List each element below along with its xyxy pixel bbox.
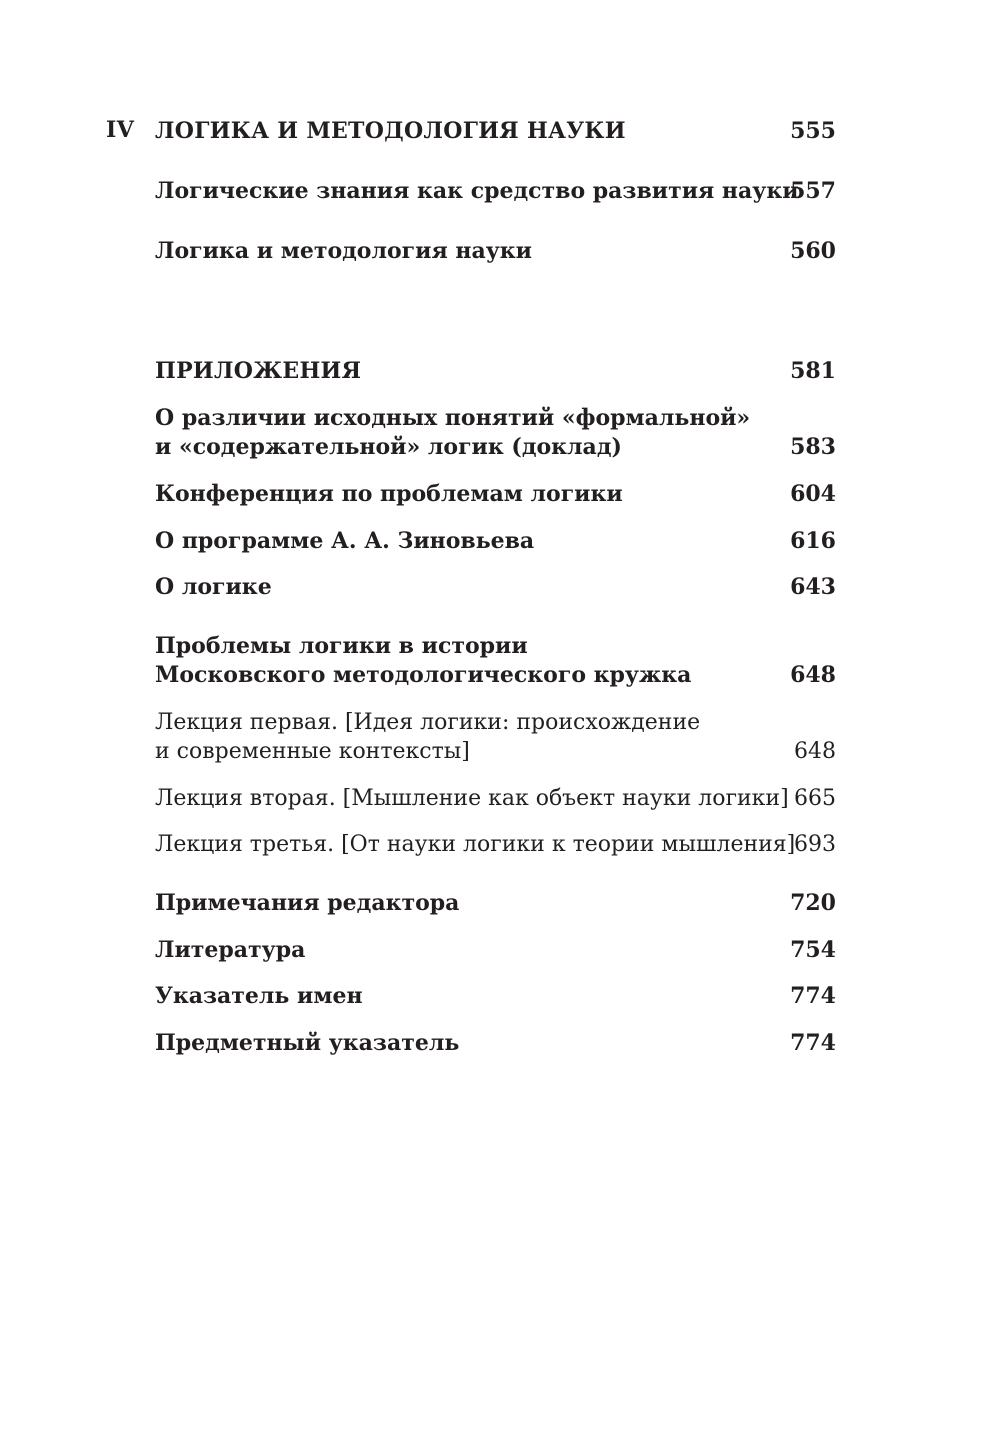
- toc-entry-section-iv[interactable]: [155, 117, 836, 146]
- entry-title: [155, 527, 755, 556]
- entry-title-line: О различии исходных понятий «формальной»: [155, 405, 751, 431]
- section-title: [155, 117, 755, 146]
- page-number: 560: [790, 238, 836, 264]
- entry-title-line: Лекция вторая. [Мышление как объект науки логики]: [155, 786, 789, 811]
- page-number: 774: [790, 983, 836, 1009]
- entry-title: [155, 573, 755, 602]
- page-number: 604: [790, 481, 836, 507]
- toc-entry-lecture[interactable]: [155, 708, 836, 766]
- entry-title-line: Московского методологического кружка: [155, 662, 692, 688]
- entry-title-line: Логические знания как средство развития науки: [155, 178, 799, 204]
- entry-title-line: Примечания редактора: [155, 890, 460, 916]
- entry-title-line: Логика и методология науки: [155, 238, 532, 264]
- section-title: [155, 357, 755, 386]
- page-number: 583: [790, 434, 836, 460]
- toc-entry[interactable]: [155, 889, 836, 918]
- toc-entry-appendix[interactable]: [155, 357, 836, 386]
- page-number: 754: [790, 937, 836, 963]
- toc-entry-lecture[interactable]: [155, 830, 836, 859]
- toc-entry[interactable]: [155, 480, 836, 509]
- entry-title-line: и современные контексты]: [155, 739, 470, 764]
- entry-title: [155, 632, 755, 690]
- section-number: IV: [106, 117, 135, 143]
- page-number: 648: [790, 662, 836, 688]
- entry-title: [155, 237, 755, 266]
- entry-title: [155, 404, 755, 462]
- entry-title-line: Лекция третья. [От науки логики к теории мышления]: [155, 832, 796, 857]
- entry-title-line: Литература: [155, 937, 306, 963]
- entry-title-line: Предметный указатель: [155, 1030, 460, 1056]
- page-number: 555: [790, 118, 836, 144]
- entry-title-line: Проблемы логики в истории: [155, 633, 528, 659]
- toc-entry[interactable]: [155, 237, 836, 266]
- page-number: 693: [794, 832, 836, 857]
- entry-title: [155, 480, 755, 509]
- entry-title: [155, 708, 755, 766]
- page-number: 643: [790, 574, 836, 600]
- section-title-text: ЛОГИКА И МЕТОДОЛОГИЯ НАУКИ: [155, 118, 626, 144]
- entry-title-line: О логике: [155, 574, 272, 600]
- entry-title: [155, 889, 755, 918]
- page-number: 557: [790, 178, 836, 204]
- toc-entry[interactable]: [155, 936, 836, 965]
- entry-title-line: Лекция первая. [Идея логики: происхождение: [155, 710, 701, 735]
- entry-title: [155, 830, 796, 859]
- page-number: 774: [790, 1030, 836, 1056]
- toc-entry[interactable]: [155, 527, 836, 556]
- toc-entry-lecture[interactable]: [155, 784, 836, 813]
- entry-title: [155, 982, 755, 1011]
- page-number: 665: [794, 786, 836, 811]
- toc-entry[interactable]: [155, 982, 836, 1011]
- toc-entry[interactable]: [155, 573, 836, 602]
- page-number: 616: [790, 528, 836, 554]
- page-number: 648: [794, 739, 836, 764]
- section-title-text: ПРИЛОЖЕНИЯ: [155, 358, 362, 384]
- entry-title: [155, 784, 789, 813]
- entry-title-line: О программе А. А. Зиновьева: [155, 528, 535, 554]
- page-number: 581: [790, 358, 836, 384]
- toc-entry[interactable]: [155, 177, 836, 206]
- toc-entry[interactable]: [155, 632, 836, 690]
- entry-title: [155, 1029, 755, 1058]
- page-number: 720: [790, 890, 836, 916]
- entry-title: [155, 177, 799, 206]
- entry-title-line: Указатель имен: [155, 983, 363, 1009]
- entry-title: [155, 936, 755, 965]
- toc-entry[interactable]: [155, 404, 836, 462]
- entry-title-line: и «содержательной» логик (доклад): [155, 434, 622, 460]
- entry-title-line: Конференция по проблемам логики: [155, 481, 623, 507]
- toc-entry[interactable]: [155, 1029, 836, 1058]
